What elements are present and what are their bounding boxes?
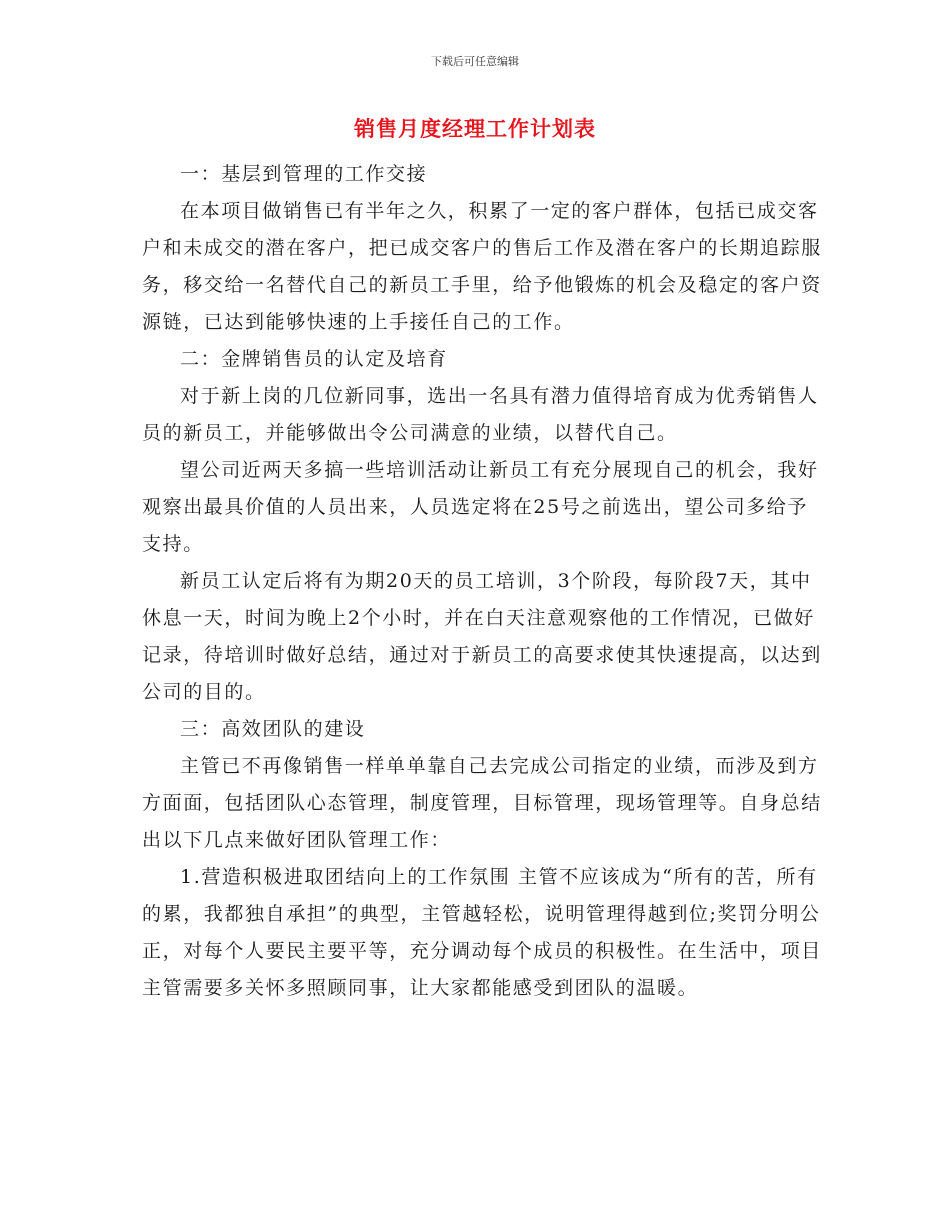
header-note: 下载后可任意编辑 — [431, 55, 519, 68]
section-heading-3: 三：高效团队的建设 — [180, 718, 366, 740]
document-body — [142, 156, 822, 1007]
document-title: 销售月度经理工作计划表 — [354, 117, 596, 141]
paragraph-team-management: 主管已不再像销售一样单单靠自己去完成公司指定的业绩，而涉及到方方面面，包括团队心态管理，制度管理，目标管理，现场管理等。自身总结出以下几点来做好团队管理工作： — [142, 755, 822, 851]
section-heading-1: 一：基层到管理的工作交接 — [180, 163, 428, 185]
section-heading-2: 二：金牌销售员的认定及培育 — [180, 348, 448, 370]
paragraph-training-request: 望公司近两天多搞一些培训活动让新员工有充分展现自己的机会，我好观察出最具价值的人员出来，人员选定将在25号之前选出，望公司多给予支持。 — [142, 459, 819, 555]
paragraph-select-staff: 对于新上岗的几位新同事，选出一名具有潜力值得培育成为优秀销售人员的新员工，并能够做出令公司满意的业绩，以替代自己。 — [142, 385, 819, 444]
paragraph-point-1: 1.营造积极进取团结向上的工作氛围 主管不应该成为“所有的苦，所有的累，我都独自承担”的典型，主管越轻松，说明管理得越到位;奖罚分明公正，对每个人要民主要平等，充分调动每个成员的积极性。在生活中，项目主管需要多关怀多照顾同事，让大家都能感受到团队的温暖。 — [142, 866, 822, 999]
paragraph-training-plan: 新员工认定后将有为期20天的员工培训，3个阶段，每阶段7天，其中休息一天，时间为晚上2个小时，并在白天注意观察他的工作情况，已做好记录，待培训时做好总结，通过对于新员工的高要求使其快速提高，以达到公司的目的。 — [142, 570, 822, 703]
paragraph-handover: 在本项目做销售已有半年之久，积累了一定的客户群体，包括已成交客户和未成交的潜在客户，把已成交客户的售后工作及潜在客户的长期追踪服务，移交给一名替代自己的新员工手里，给予他锻炼的机会及稳定的客户资源链，已达到能够快速的上手接任自己的工作。 — [142, 200, 822, 333]
